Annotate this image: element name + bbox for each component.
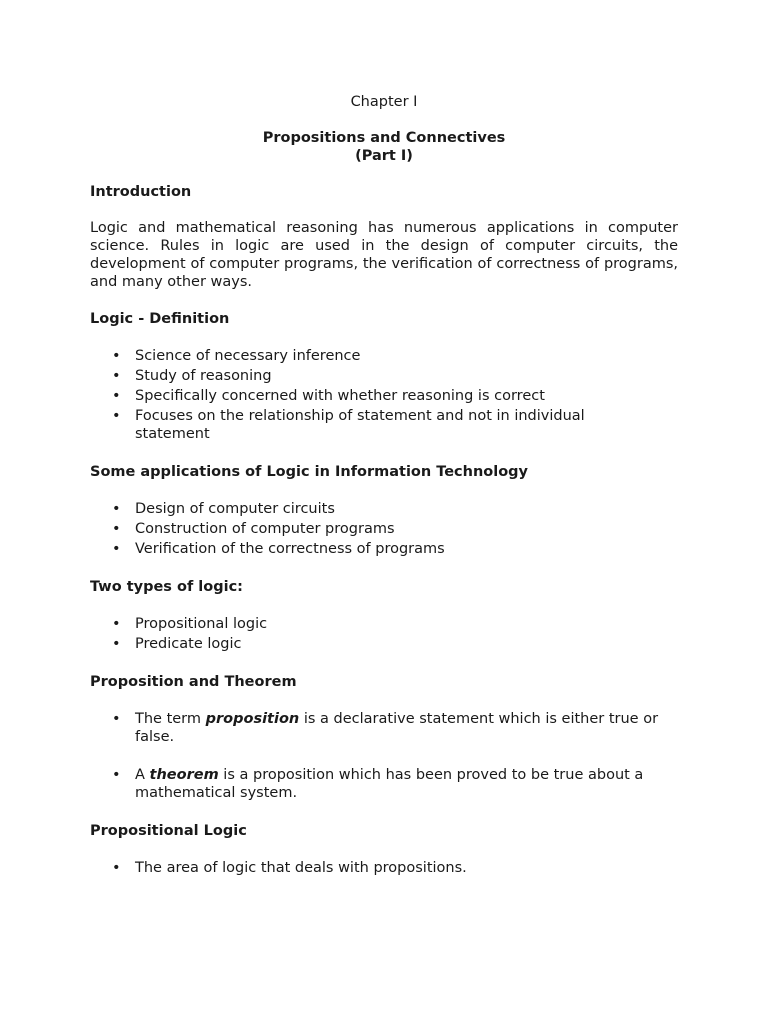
theorem-list bbox=[90, 766, 678, 802]
heading-two-types: Two types of logic: bbox=[90, 579, 243, 595]
list-item: • Propositional logic bbox=[112, 616, 268, 632]
bullet-icon: • bbox=[112, 521, 121, 537]
list-item: • Predicate logic bbox=[112, 636, 242, 652]
list-item: • Construction of computer programs bbox=[112, 521, 395, 537]
bullet-icon: • bbox=[112, 636, 121, 652]
list-item: • Focuses on the relationship of statement and not in individual statement bbox=[112, 408, 585, 442]
bullet-icon: • bbox=[112, 767, 121, 783]
bullet-icon: • bbox=[112, 860, 121, 876]
heading-logic-definition: Logic - Definition bbox=[90, 311, 230, 327]
bullet-icon: • bbox=[112, 348, 121, 364]
title-line-1: Propositions and Connectives bbox=[262, 130, 506, 146]
types-list bbox=[90, 615, 678, 653]
list-item: • Verification of the correctness of programs bbox=[112, 541, 445, 557]
title-line-2: (Part I) bbox=[355, 148, 413, 164]
bullet-icon: • bbox=[112, 541, 121, 557]
chapter-label: Chapter I bbox=[350, 94, 418, 110]
heading-introduction: Introduction bbox=[90, 184, 192, 200]
propositional-logic-list bbox=[90, 859, 678, 877]
heading-propositional-logic: Propositional Logic bbox=[90, 823, 247, 839]
bullet-icon: • bbox=[112, 368, 121, 384]
bullet-icon: • bbox=[112, 501, 121, 517]
list-item: • Study of reasoning bbox=[112, 368, 272, 384]
intro-paragraph: Logic and mathematical reasoning has numerous applications in computer science. Rules in logic are used in the design of computer circuits, the development of computer programs, the verification of correctness of programs, and many other ways. bbox=[90, 220, 678, 290]
term-theorem: theorem bbox=[149, 767, 219, 783]
list-item: • Design of computer circuits bbox=[112, 501, 335, 517]
bullet-icon: • bbox=[112, 388, 121, 404]
list-item: • The area of logic that deals with propositions. bbox=[112, 860, 467, 876]
list-item: • Specifically concerned with whether reasoning is correct bbox=[112, 388, 545, 404]
proposition-list bbox=[90, 710, 678, 746]
bullet-icon: • bbox=[112, 616, 121, 632]
bullet-icon: • bbox=[112, 711, 121, 727]
term-proposition: proposition bbox=[205, 711, 300, 727]
list-item: • Science of necessary inference bbox=[112, 348, 361, 364]
applications-list bbox=[90, 500, 678, 558]
heading-applications: Some applications of Logic in Information Technology bbox=[90, 464, 529, 480]
heading-proposition-theorem: Proposition and Theorem bbox=[90, 674, 297, 690]
list-item: • A theorem is a proposition which has been proved to be true about a mathematical system. bbox=[112, 767, 644, 801]
bullet-icon: • bbox=[112, 408, 121, 424]
list-item: • The term proposition is a declarative statement which is either true or false. bbox=[112, 711, 659, 745]
definition-list bbox=[90, 347, 678, 443]
